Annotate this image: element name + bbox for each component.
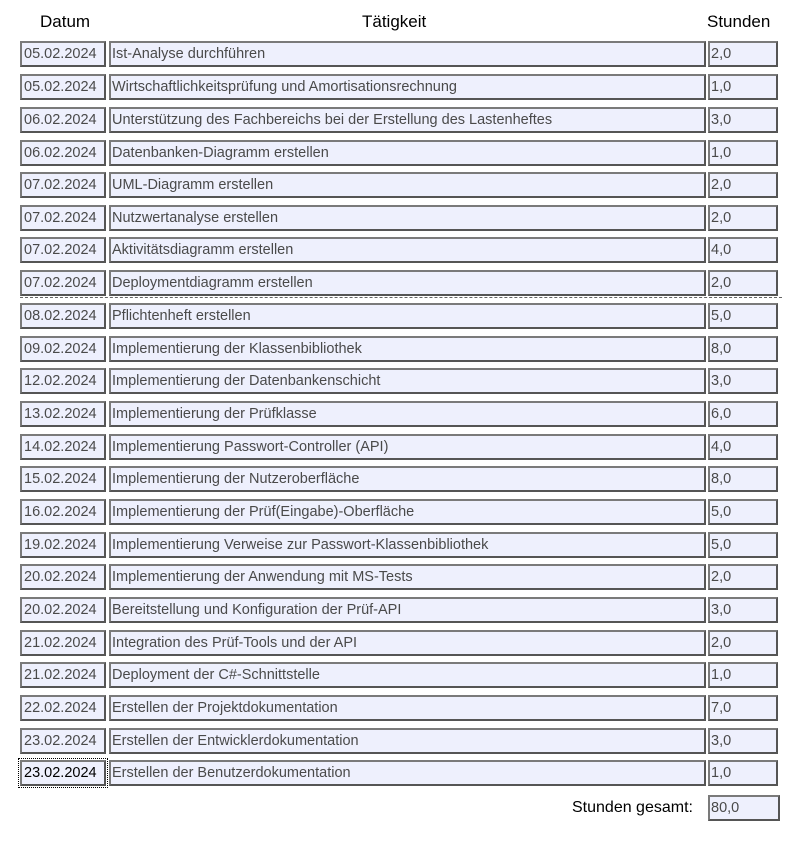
activity-field[interactable]: Deploymentdiagramm erstellen — [109, 270, 706, 296]
activity-field[interactable]: Deployment der C#-Schnittstelle — [109, 662, 706, 688]
hours-field[interactable]: 1,0 — [708, 760, 778, 786]
date-field[interactable]: 16.02.2024 — [20, 499, 106, 525]
activity-field[interactable]: Implementierung der Datenbankenschicht — [109, 368, 706, 394]
table-row — [0, 728, 800, 758]
table-row — [0, 140, 800, 170]
date-field[interactable]: 06.02.2024 — [20, 140, 106, 166]
hours-field[interactable]: 8,0 — [708, 336, 778, 362]
hours-field[interactable]: 5,0 — [708, 303, 778, 329]
date-field[interactable]: 21.02.2024 — [20, 630, 106, 656]
table-row — [0, 172, 800, 202]
date-field[interactable]: 23.02.2024 — [20, 728, 106, 754]
date-field[interactable]: 21.02.2024 — [20, 662, 106, 688]
date-field[interactable]: 13.02.2024 — [20, 401, 106, 427]
hours-field[interactable]: 8,0 — [708, 466, 778, 492]
date-field[interactable]: 05.02.2024 — [20, 41, 106, 67]
activity-field[interactable]: Implementierung der Anwendung mit MS-Tests — [109, 564, 706, 590]
table-row — [0, 662, 800, 692]
table-row — [0, 368, 800, 398]
activity-field[interactable]: Implementierung der Nutzeroberfläche — [109, 466, 706, 492]
hours-field[interactable]: 2,0 — [708, 172, 778, 198]
header-taetigkeit: Tätigkeit — [362, 12, 427, 31]
date-field[interactable]: 20.02.2024 — [20, 597, 106, 623]
table-row — [0, 41, 800, 71]
hours-field[interactable]: 2,0 — [708, 205, 778, 231]
table-row — [0, 564, 800, 594]
hours-field[interactable]: 5,0 — [708, 499, 778, 525]
hours-field[interactable]: 2,0 — [708, 564, 778, 590]
activity-field[interactable]: Datenbanken-Diagramm erstellen — [109, 140, 706, 166]
table-row — [0, 74, 800, 104]
table-row — [0, 466, 800, 496]
row-separator — [20, 297, 782, 298]
date-field[interactable]: 06.02.2024 — [20, 107, 106, 133]
activity-field[interactable]: Erstellen der Benutzerdokumentation — [109, 760, 706, 786]
activity-field[interactable]: Implementierung Passwort-Controller (API) — [109, 434, 706, 460]
activity-field[interactable]: Erstellen der Projektdokumentation — [109, 695, 706, 721]
hours-field[interactable]: 4,0 — [708, 237, 778, 263]
table-row — [0, 695, 800, 725]
activity-field[interactable]: Implementierung Verweise zur Passwort-Klassenbibliothek — [109, 532, 706, 558]
table-row — [0, 630, 800, 660]
hours-field[interactable]: 3,0 — [708, 728, 778, 754]
table-row — [0, 336, 800, 366]
activity-field[interactable]: Aktivitätsdiagramm erstellen — [109, 237, 706, 263]
hours-field[interactable]: 1,0 — [708, 140, 778, 166]
table-row — [0, 237, 800, 267]
activity-field[interactable]: Bereitstellung und Konfiguration der Prüf-API — [109, 597, 706, 623]
table-row — [0, 270, 800, 300]
date-field[interactable]: 15.02.2024 — [20, 466, 106, 492]
hours-field[interactable]: 3,0 — [708, 107, 778, 133]
date-field[interactable]: 08.02.2024 — [20, 303, 106, 329]
date-field[interactable]: 23.02.2024 — [20, 760, 106, 786]
date-field[interactable]: 07.02.2024 — [20, 205, 106, 231]
date-field[interactable]: 20.02.2024 — [20, 564, 106, 590]
hours-field[interactable]: 2,0 — [708, 41, 778, 67]
hours-field[interactable]: 1,0 — [708, 74, 778, 100]
hours-field[interactable]: 5,0 — [708, 532, 778, 558]
activity-field[interactable]: Erstellen der Entwicklerdokumentation — [109, 728, 706, 754]
activity-field[interactable]: Nutzwertanalyse erstellen — [109, 205, 706, 231]
total-label: Stunden gesamt: — [572, 799, 693, 816]
hours-field[interactable]: 3,0 — [708, 597, 778, 623]
header-stunden: Stunden — [707, 12, 771, 31]
activity-field[interactable]: Wirtschaftlichkeitsprüfung und Amortisationsrechnung — [109, 74, 706, 100]
hours-field[interactable]: 2,0 — [708, 270, 778, 296]
activity-field[interactable]: Integration des Prüf-Tools und der API — [109, 630, 706, 656]
date-field[interactable]: 07.02.2024 — [20, 172, 106, 198]
hours-field[interactable]: 2,0 — [708, 630, 778, 656]
activity-field[interactable]: Implementierung der Klassenbibliothek — [109, 336, 706, 362]
date-field[interactable]: 14.02.2024 — [20, 434, 106, 460]
activity-field[interactable]: Unterstützung des Fachbereichs bei der Erstellung des Lastenheftes — [109, 107, 706, 133]
table-row — [0, 303, 800, 333]
table-row — [0, 401, 800, 431]
hours-field[interactable]: 4,0 — [708, 434, 778, 460]
table-row — [0, 760, 800, 790]
hours-field[interactable]: 7,0 — [708, 695, 778, 721]
date-field[interactable]: 09.02.2024 — [20, 336, 106, 362]
table-row — [0, 107, 800, 137]
activity-field[interactable]: Implementierung der Prüf(Eingabe)-Oberfläche — [109, 499, 706, 525]
activity-field[interactable]: Implementierung der Prüfklasse — [109, 401, 706, 427]
hours-field[interactable]: 3,0 — [708, 368, 778, 394]
table-row — [0, 434, 800, 464]
activity-field[interactable]: Pflichtenheft erstellen — [109, 303, 706, 329]
table-row — [0, 597, 800, 627]
date-field[interactable]: 07.02.2024 — [20, 237, 106, 263]
total-hours-field[interactable]: 80,0 — [708, 795, 780, 821]
table-row — [0, 205, 800, 235]
activity-field[interactable]: UML-Diagramm erstellen — [109, 172, 706, 198]
date-field[interactable]: 19.02.2024 — [20, 532, 106, 558]
hours-field[interactable]: 1,0 — [708, 662, 778, 688]
date-field[interactable]: 12.02.2024 — [20, 368, 106, 394]
header-datum: Datum — [40, 12, 91, 31]
date-field[interactable]: 07.02.2024 — [20, 270, 106, 296]
table-row — [0, 532, 800, 562]
date-field[interactable]: 05.02.2024 — [20, 74, 106, 100]
hours-field[interactable]: 6,0 — [708, 401, 778, 427]
activity-field[interactable]: Ist-Analyse durchführen — [109, 41, 706, 67]
table-row — [0, 499, 800, 529]
date-field[interactable]: 22.02.2024 — [20, 695, 106, 721]
